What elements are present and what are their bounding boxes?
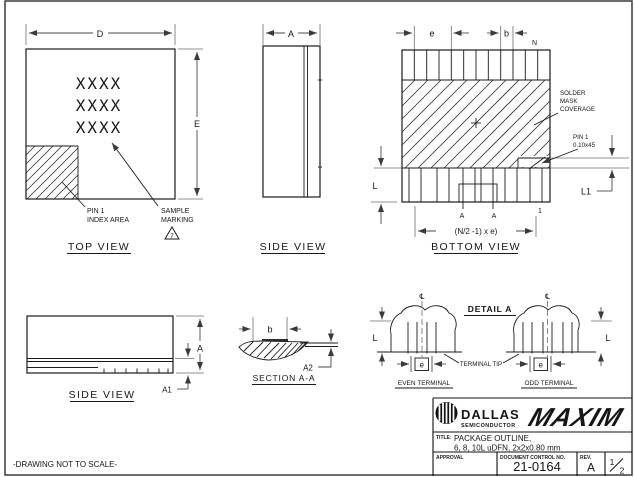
dim-label-l-bottomview: L	[372, 181, 378, 191]
brand-dallas-sub: SEMICONDUCTOR	[461, 423, 516, 429]
centerline-symbol-odd: ℄	[545, 292, 550, 301]
dim-label-a1: A1	[162, 385, 172, 395]
dim-label-l-odd: L	[605, 333, 611, 343]
detail-title: DETAIL A	[467, 304, 513, 314]
doc-control-label: DOCUMENT CONTROL NO.	[500, 455, 566, 461]
pin1-number: 1	[538, 208, 542, 215]
sample-marking-label-1: SAMPLE	[161, 208, 190, 215]
svg-text:MAXIM: MAXIM	[524, 402, 628, 432]
solder-mask-label-3: COVERAGE	[560, 106, 596, 113]
marking-row-3: XXXX	[75, 118, 123, 137]
svg-text:2: 2	[619, 465, 625, 476]
pin1-index-label-2: INDEX AREA	[87, 217, 130, 224]
dim-label-l1: L1	[580, 186, 592, 197]
bottom-view-title: BOTTOM VIEW	[431, 241, 521, 253]
dim-label-b-bottomview: b	[503, 28, 510, 39]
dim-label-d: D	[96, 29, 104, 39]
section-mark-a-right: A	[491, 213, 497, 220]
brand-dallas: DALLAS	[461, 407, 520, 422]
svg-text:1: 1	[609, 457, 615, 467]
solder-mask-label-1: SOLDER	[560, 90, 586, 97]
rev-value: A	[586, 460, 596, 475]
side-view-top-title: SIDE VIEW	[259, 241, 327, 253]
note-flag-number: 7	[170, 234, 174, 240]
footer-note: -DRAWING NOT TO SCALE-	[13, 460, 118, 469]
sample-marking-label-2: MARKING	[161, 217, 194, 224]
terminal-plating-band	[262, 339, 288, 342]
dallas-logo-icon	[436, 402, 458, 424]
terminal-tip-label: TERMINAL TIP	[459, 361, 503, 368]
pitch-formula: (N/2 -1) x e)	[454, 227, 498, 236]
marking-row-2: XXXX	[75, 96, 123, 115]
approval-label: APPROVAL	[436, 455, 464, 461]
top-view-title: TOP VIEW	[67, 241, 131, 253]
dim-label-a2: A2	[303, 363, 313, 373]
side-view-bottom-title: SIDE VIEW	[68, 389, 136, 401]
dim-label-e-outer: E	[193, 119, 201, 129]
dim-label-n: N	[532, 40, 538, 47]
even-terminal-caption: EVEN TERMINAL	[397, 380, 451, 387]
marking-row-1: XXXX	[75, 74, 123, 93]
doc-number: 21-0164	[513, 459, 561, 474]
rev-label: REV.	[580, 455, 592, 461]
section-mark-a-left: A	[459, 213, 465, 220]
dim-label-b-section: b	[267, 324, 273, 335]
pin1-chamfer-label-2: 0.10x45	[573, 142, 596, 149]
dim-label-pitch-e: e	[429, 28, 435, 39]
centerline-symbol-even: ℄	[419, 292, 425, 301]
solder-mask-label-2: MASK	[560, 98, 578, 105]
drawing-title-line1: PACKAGE OUTLINE,	[454, 434, 532, 443]
section-title: SECTION A-A	[252, 373, 316, 383]
odd-terminal-caption: ODD TERMINAL	[524, 380, 574, 387]
datum-e-even: e	[419, 360, 424, 370]
drawing-title-line2: 6, 8, 10L uDFN, 2x2x0.80 mm	[454, 443, 561, 453]
dim-label-a-side: A	[196, 343, 204, 354]
title-field-label: TITLE:	[436, 435, 452, 441]
dim-label-l-even: L	[372, 333, 378, 343]
datum-e-odd: e	[538, 360, 543, 370]
maxim-logo	[525, 403, 627, 432]
pin1-chamfer-label-1: PIN 1	[573, 134, 589, 141]
pin1-index-label-1: PIN 1	[87, 208, 105, 215]
dim-label-a-top: A	[287, 29, 295, 39]
